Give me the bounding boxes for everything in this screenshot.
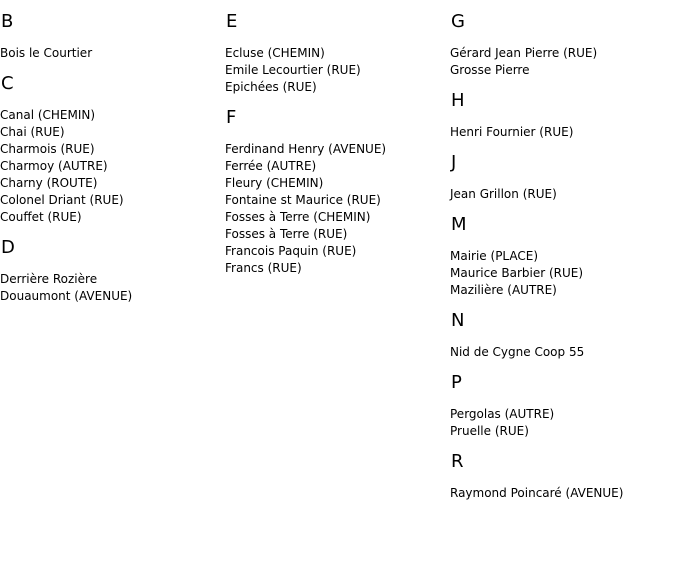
letter-heading: R xyxy=(451,451,464,472)
street-link[interactable]: Nid de Cygne Coop 55 xyxy=(450,345,585,359)
street-list xyxy=(450,344,670,361)
street-link[interactable]: Charny (ROUTE) xyxy=(0,176,98,190)
street-link[interactable]: Chai (RUE) xyxy=(0,125,65,139)
street-link[interactable]: Mazilière (AUTRE) xyxy=(450,283,557,297)
street-link[interactable]: Fleury (CHEMIN) xyxy=(225,176,324,190)
letter-group xyxy=(450,214,670,299)
letter-group xyxy=(450,152,670,203)
street-list xyxy=(0,107,220,226)
street-list xyxy=(450,124,670,141)
street-list xyxy=(0,271,220,305)
street-link[interactable]: Fosses à Terre (CHEMIN) xyxy=(225,210,371,224)
letter-heading: J xyxy=(451,152,457,173)
street-link[interactable]: Mairie (PLACE) xyxy=(450,249,539,263)
letter-heading: D xyxy=(1,237,15,258)
letter-group xyxy=(450,11,670,79)
street-link[interactable]: Couffet (RUE) xyxy=(0,210,82,224)
letter-group xyxy=(450,310,670,361)
street-link[interactable]: Henri Fournier (RUE) xyxy=(450,125,574,139)
street-link[interactable]: Ferdinand Henry (AVENUE) xyxy=(225,142,387,156)
letter-group xyxy=(225,107,445,277)
letter-group xyxy=(450,451,670,502)
letter-heading: C xyxy=(1,73,14,94)
letter-heading: M xyxy=(451,214,467,235)
street-link[interactable]: Charmois (RUE) xyxy=(0,142,95,156)
street-list xyxy=(225,45,445,96)
letter-group xyxy=(225,11,445,96)
street-link[interactable]: Ferrée (AUTRE) xyxy=(225,159,317,173)
street-link[interactable]: Derrière Rozière xyxy=(0,272,98,286)
street-link[interactable]: Charmoy (AUTRE) xyxy=(0,159,108,173)
letter-heading: B xyxy=(1,11,14,32)
letter-group xyxy=(0,237,220,305)
street-list xyxy=(450,248,670,299)
street-link[interactable]: Grosse Pierre xyxy=(450,63,530,77)
letter-heading: G xyxy=(451,11,465,32)
street-link[interactable]: Ecluse (CHEMIN) xyxy=(225,46,325,60)
street-list xyxy=(450,406,670,440)
street-link[interactable]: Bois le Courtier xyxy=(0,46,93,60)
letter-group xyxy=(0,73,220,226)
street-link[interactable]: Epichées (RUE) xyxy=(225,80,317,94)
street-link[interactable]: Fosses à Terre (RUE) xyxy=(225,227,348,241)
street-list xyxy=(450,485,670,502)
letter-group xyxy=(0,11,220,62)
street-link[interactable]: Francs (RUE) xyxy=(225,261,302,275)
street-list xyxy=(450,186,670,203)
street-link[interactable]: Raymond Poincaré (AVENUE) xyxy=(450,486,624,500)
letter-group xyxy=(450,90,670,141)
street-link[interactable]: Gérard Jean Pierre (RUE) xyxy=(450,46,598,60)
street-link[interactable]: Pergolas (AUTRE) xyxy=(450,407,555,421)
street-list xyxy=(0,45,220,62)
column-1 xyxy=(0,0,220,305)
street-link[interactable]: Emile Lecourtier (RUE) xyxy=(225,63,361,77)
letter-heading: N xyxy=(451,310,465,331)
street-link[interactable]: Fontaine st Maurice (RUE) xyxy=(225,193,381,207)
street-link[interactable]: Maurice Barbier (RUE) xyxy=(450,266,584,280)
street-link[interactable]: Douaumont (AVENUE) xyxy=(0,289,133,303)
letter-heading: F xyxy=(226,107,237,128)
street-list xyxy=(450,45,670,79)
letter-group xyxy=(450,372,670,440)
street-link[interactable]: Colonel Driant (RUE) xyxy=(0,193,124,207)
street-link[interactable]: Canal (CHEMIN) xyxy=(0,108,96,122)
street-link[interactable]: Jean Grillon (RUE) xyxy=(450,187,557,201)
street-list xyxy=(225,141,445,277)
street-link[interactable]: Pruelle (RUE) xyxy=(450,424,529,438)
letter-heading: E xyxy=(226,11,238,32)
column-3 xyxy=(450,0,670,502)
column-2 xyxy=(225,0,445,277)
street-link[interactable]: Francois Paquin (RUE) xyxy=(225,244,357,258)
letter-heading: P xyxy=(451,372,462,393)
letter-heading: H xyxy=(451,90,465,111)
